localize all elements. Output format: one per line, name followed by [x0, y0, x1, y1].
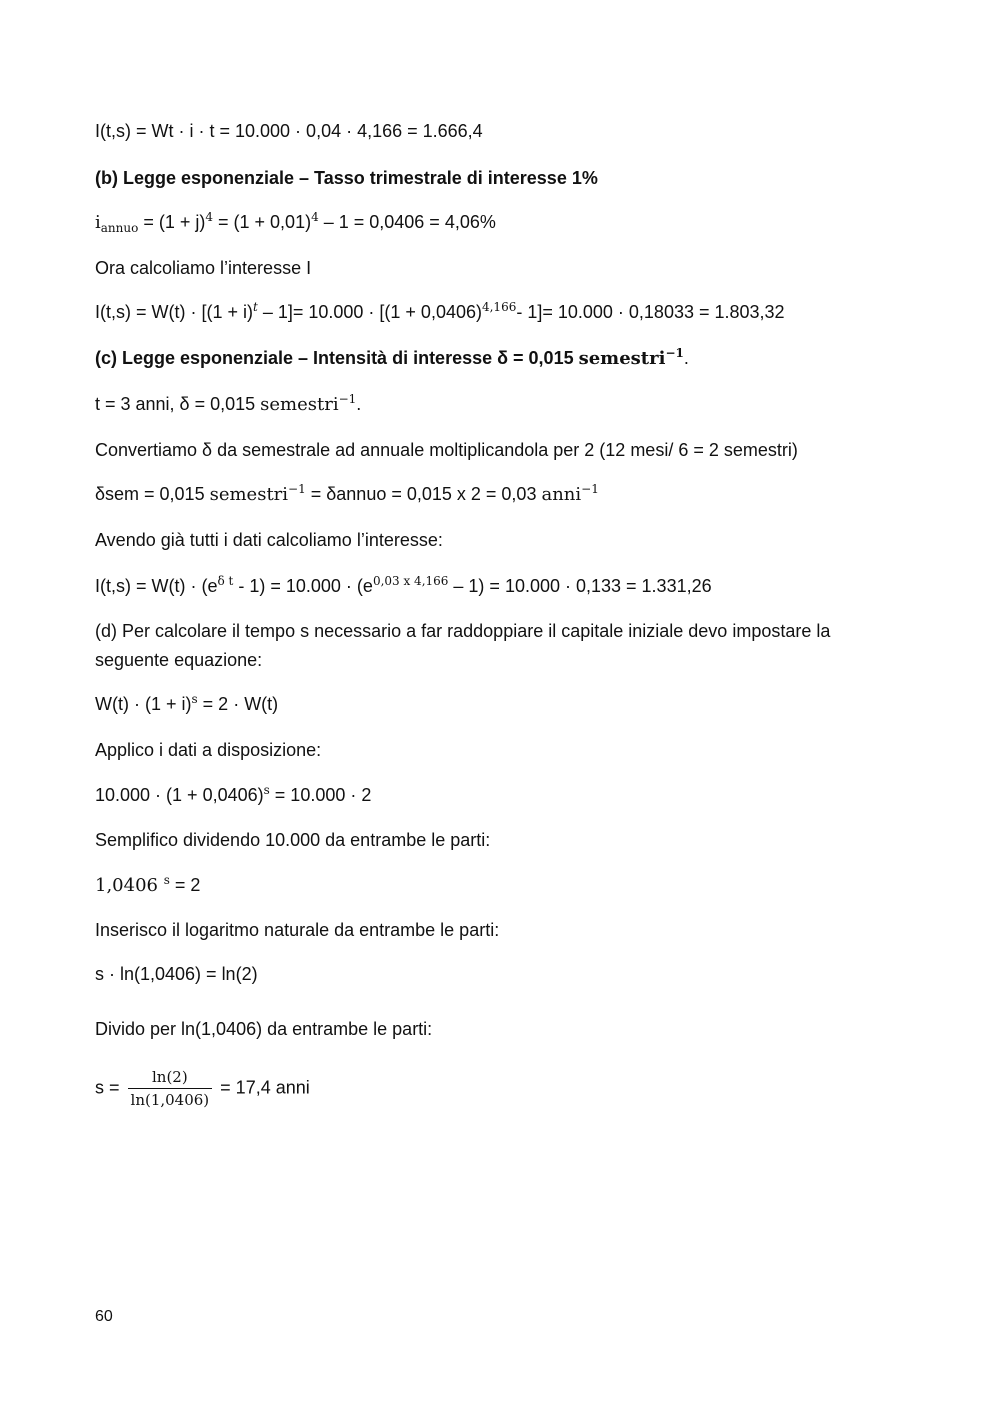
formula-compound-interest [95, 302, 785, 324]
text: Inserisco il logaritmo naturale da entrambe le parti: [95, 920, 500, 940]
fraction-numerator: ln(2) [128, 1068, 213, 1089]
formula-delta-conversion [95, 484, 599, 506]
superscript: 4 [205, 210, 214, 224]
paragraph-convert [95, 440, 798, 462]
formula-doubling-applied [95, 785, 371, 807]
paragraph-have-data [95, 530, 443, 552]
text: s · ln(1,0406) = ln(2) [95, 964, 258, 984]
formula-simple-interest [95, 121, 483, 143]
superscript: s [263, 783, 270, 797]
text: . [683, 348, 689, 368]
text: = 17,4 anni [215, 1077, 310, 1098]
text: (b) Legge esponenziale – Tasso trimestrale di interesse 1% [95, 168, 598, 188]
symbol: i [95, 212, 101, 233]
text: t = 3 anni, δ = 0,015 [95, 394, 261, 414]
text: Avendo già tutti i dati calcoliamo l’interesse: [95, 530, 443, 550]
superscript: −1 [581, 482, 599, 496]
superscript: t [253, 300, 258, 314]
text: δsem = 0,015 [95, 484, 210, 504]
superscript: s [191, 692, 198, 706]
paragraph-given-data [95, 394, 361, 416]
paragraph-apply-data [95, 740, 321, 762]
formula-doubling [95, 694, 278, 716]
formula-annual-rate [95, 212, 496, 234]
text: = (1 + j) [138, 212, 206, 232]
section-heading-c [95, 348, 689, 370]
superscript: −1 [338, 392, 357, 406]
text: Semplifico dividendo 10.000 da entrambe le parti: [95, 830, 491, 850]
text: Applico i dati a disposizione: [95, 740, 322, 760]
text: Divido per ln(1,0406) da entrambe le parti: [95, 1019, 433, 1039]
text: – 1) = 10.000 · 0,133 = 1.331,26 [448, 576, 712, 596]
paragraph-log [95, 920, 499, 942]
superscript: s [163, 873, 170, 887]
unit: semestri [260, 394, 339, 415]
subscript: annuo [100, 221, 139, 235]
paragraph-d-line1 [95, 621, 830, 643]
text: = 2 [169, 875, 201, 895]
text: . [356, 394, 362, 414]
formula-log [95, 964, 258, 986]
text: seguente equazione: [95, 650, 263, 670]
paragraph-divide [95, 1019, 432, 1041]
text: = δannuo = 0,015 x 2 = 0,03 [305, 484, 542, 504]
formula-result [95, 1068, 310, 1109]
text: - 1]= 10.000 · 0,18033 = 1.803,32 [516, 302, 785, 322]
paragraph-simplify [95, 830, 490, 852]
page-number: 60 [95, 1308, 113, 1325]
formula-simplified [95, 875, 200, 897]
text: - 1) = 10.000 · (e [233, 576, 373, 596]
section-heading-b [95, 168, 598, 190]
text: = 10.000 · 2 [269, 785, 372, 805]
text: (c) Legge esponenziale – Intensità di interesse δ = 0,015 [95, 348, 579, 368]
superscript: 0,03 x 4,166 [372, 574, 449, 588]
superscript: δ t [217, 574, 234, 588]
fraction [128, 1068, 213, 1109]
fraction-denominator: ln(1,0406) [130, 1091, 210, 1109]
number: 1,0406 [95, 875, 164, 896]
text: I(t,s) = W(t) · [(1 + i) [95, 302, 253, 322]
superscript: 4 [311, 210, 319, 224]
text: – 1]= 10.000 · [(1 + 0,0406) [257, 302, 482, 322]
text: I(t,s) = W(t) · (e [95, 576, 218, 596]
text: – 1 = 0,0406 = 4,06% [318, 212, 496, 232]
text: = 2 · W(t) [197, 694, 279, 714]
paragraph-d-line2 [95, 650, 262, 672]
unit: semestri [209, 484, 289, 505]
text: = (1 + 0,01) [213, 212, 312, 232]
text: Ora calcoliamo l’interesse I [95, 258, 312, 278]
superscript: 4,166 [481, 300, 517, 314]
text: s = [95, 1077, 125, 1098]
superscript: −1 [288, 482, 306, 496]
text: W(t) · (1 + i) [95, 694, 192, 714]
paragraph-calc-interest [95, 258, 311, 280]
text: I(t,s) = Wt · i · t = 10.000 · 0,04 · 4,166 = 1.666,4 [95, 121, 483, 141]
unit: anni [541, 484, 582, 505]
text: 10.000 · (1 + 0,0406) [95, 785, 264, 805]
text: Convertiamo δ da semestrale ad annuale moltiplicandola per 2 (12 mesi/ 6 = 2 semestri) [95, 440, 798, 460]
text: (d) Per calcolare il tempo s necessario a far raddoppiare il capitale iniziale devo impostare la [95, 621, 831, 641]
formula-exponential-interest [95, 576, 712, 598]
unit: semestri [578, 348, 666, 369]
superscript: −1 [665, 346, 684, 360]
